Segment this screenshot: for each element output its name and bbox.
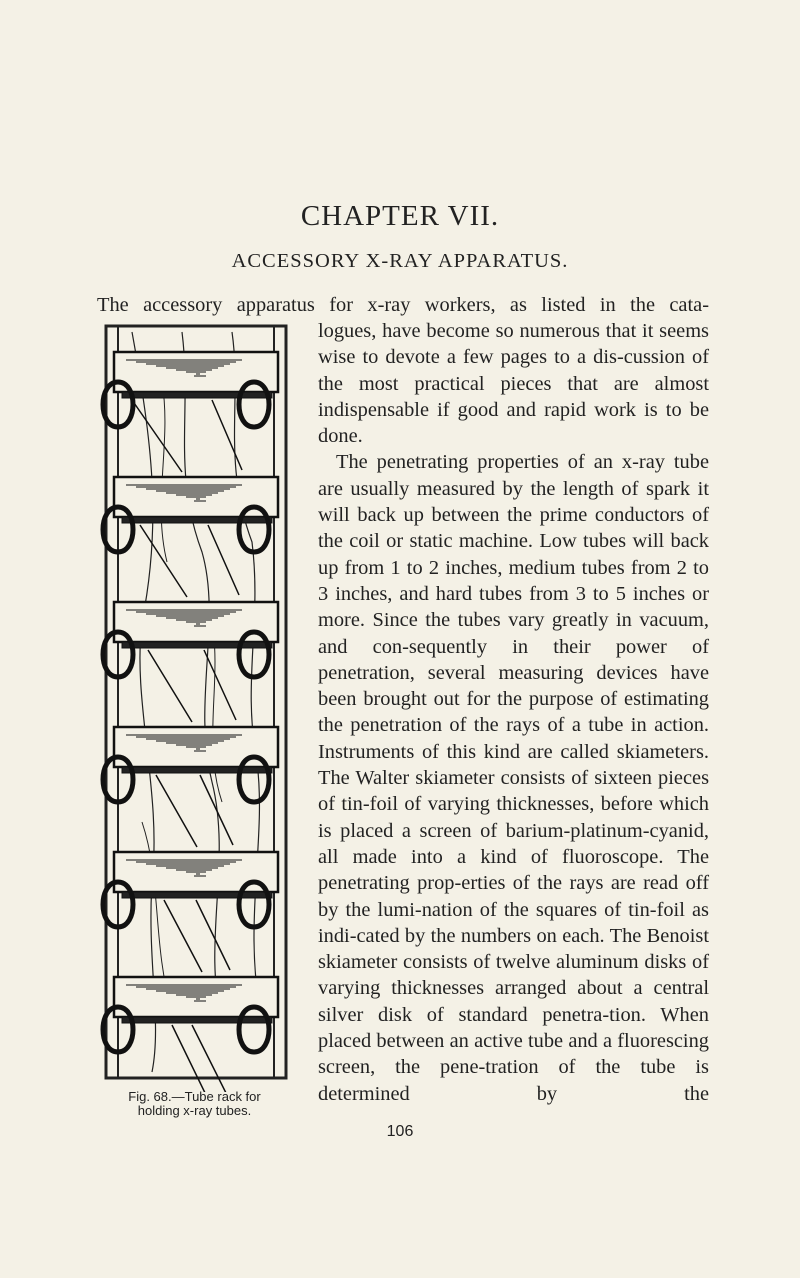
caption-line-1: Fig. 68.—Tube rack for <box>128 1089 261 1104</box>
paragraph-1-first-line: The accessory apparatus for x-ray workers, as listed in the cata- <box>97 294 709 316</box>
rack-shelf <box>103 477 278 597</box>
tube-rack-illustration <box>92 322 292 1092</box>
caption-line-2: holding x-ray tubes. <box>137 1103 252 1118</box>
rack-shelf <box>103 977 278 1092</box>
page-number: 106 <box>386 1123 414 1140</box>
paragraph-1: logues, have become so numerous that it seems wise to devote a few pages to a dis-cussion of the most practical pieces that are almost indispensable if good and rapid work is to be done. <box>318 320 709 448</box>
rack-shelf <box>103 852 278 972</box>
rack-shelf <box>103 352 278 472</box>
rack-shelf <box>103 727 278 847</box>
paragraph-2: The penetrating properties of an x-ray tube are usually measured by the length of spark it will back up between the prime conductors of the coil or static machine. Low tubes will back up from 1 to 2 inches, medium tubes from 2 to 3 inches, and hard tubes from 3 to 5 inches or more. Since the tubes vary greatly in vacuum, and con-sequently in their power of penetration, several measuring devices have been brought out for the purpose of estimating the penetration of the rays of a tube in action. Instruments of this kind are called skiameters. The Walter skiameter consists of sixteen pieces of tin-foil of varying thicknesses, before which is placed a screen of barium-platinum-cyanid, all made into a kind of fluoroscope. The penetrating prop-erties of the rays are read off by the lumi-nation of the squares of tin-foil as indi-cated by the numbers on each. The Benoist skiameter consists of twelve aluminum disks of varying thicknesses arranged about a central silver disk of standard penetra-tion. When placed between an active tube and a fluorescing screen, the pene-tration of the tube is determined by the <box>318 451 709 1105</box>
figure-caption <box>92 1090 297 1118</box>
body-text <box>318 318 709 1107</box>
chapter-title: CHAPTER VII. <box>300 200 500 232</box>
section-title: ACCESSORY X-RAY APPARATUS. <box>231 250 569 272</box>
